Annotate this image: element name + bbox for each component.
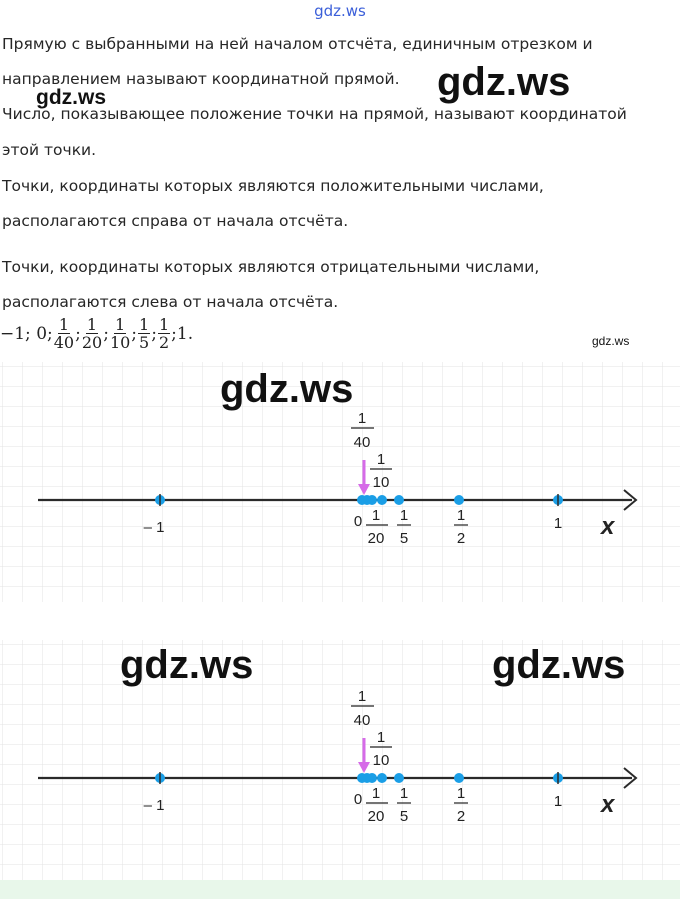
label-one: 1 (553, 793, 563, 810)
point-1-5 (394, 773, 404, 783)
watermark: gdz.ws (36, 86, 107, 109)
label-1-5-den: 5 (399, 808, 409, 825)
point-1-2 (454, 495, 464, 505)
ordered-number-list: −1; 0; $\frac{1}{40}$ ; $\frac{1}{20}$ ; $\frac{1}{10}$ ; $\frac{1}{5}$ ; $\frac{1}{2}$ ; 1. (0, 315, 194, 352)
math-start: −1; 0; (0, 323, 53, 344)
label-zero: 0 (353, 513, 363, 530)
fraction-1-2: $\frac{1}{2}$ (158, 315, 170, 352)
label-1-40-den: 40 (353, 712, 371, 729)
bottom-answer-strip (0, 880, 680, 899)
label-one: 1 (553, 515, 563, 532)
label-1-2-den: 2 (456, 808, 466, 825)
definition-line-4: этой точки. (2, 141, 97, 159)
number-line-panel-1 (0, 362, 680, 602)
label-1-20-num: 1 (371, 507, 381, 524)
point-1-5 (394, 495, 404, 505)
number-line-panel-2 (0, 640, 680, 880)
label-1-40-den: 40 (353, 434, 371, 451)
point-1-2 (454, 773, 464, 783)
label-minus-one: – 1 (143, 519, 165, 536)
fraction-1-20: $\frac{1}{20}$ (81, 315, 103, 352)
fraction-1-10: $\frac{1}{10}$ (109, 315, 131, 352)
definition-line-6: располагаются справа от начала отсчёта. (2, 212, 349, 230)
label-1-2-num: 1 (456, 785, 466, 802)
label-1-10-den: 10 (372, 752, 390, 769)
watermark: gdz.ws (437, 60, 571, 104)
label-1-5-num: 1 (399, 507, 409, 524)
math-end: 1. (176, 323, 194, 344)
definition-line-2: направлением называют координатной прямой. (2, 70, 400, 88)
definition-line-7: Точки, координаты которых являются отрицательными числами, (2, 258, 540, 276)
definition-line-1: Прямую с выбранными на ней началом отсчёта, единичным отрезком и (2, 35, 593, 53)
definition-line-5: Точки, координаты которых являются положительными числами, (2, 177, 544, 195)
site-watermark: gdz.ws (314, 2, 366, 20)
label-1-20-den: 20 (367, 530, 385, 547)
definition-line-3: Число, показывающее положение точки на прямой, называют координатой (2, 105, 627, 123)
fraction-1-40: $\frac{1}{40}$ (53, 315, 75, 352)
point-1-10 (377, 495, 387, 505)
watermark: gdz.ws (120, 643, 254, 687)
label-1-5-num: 1 (399, 785, 409, 802)
label-1-20-den: 20 (367, 808, 385, 825)
watermark: gdz.ws (220, 367, 354, 411)
axis-label-x: x (601, 513, 615, 540)
point-1-10 (377, 773, 387, 783)
watermark: gdz.ws (592, 334, 630, 348)
label-zero: 0 (353, 791, 363, 808)
label-1-40-num: 1 (357, 688, 367, 705)
point-1-20 (367, 773, 377, 783)
label-1-5-den: 5 (399, 530, 409, 547)
label-1-10-num: 1 (376, 729, 386, 746)
watermark: gdz.ws (492, 643, 626, 687)
label-1-2-den: 2 (456, 530, 466, 547)
label-1-20-num: 1 (371, 785, 381, 802)
definition-line-8: располагаются слева от начала отсчёта. (2, 293, 339, 311)
fraction-1-5: $\frac{1}{5}$ (139, 315, 150, 352)
axis-label-x: x (601, 791, 615, 818)
label-1-10-num: 1 (376, 451, 386, 468)
label-1-10-den: 10 (372, 474, 390, 491)
point-1-20 (367, 495, 377, 505)
label-1-2-num: 1 (456, 507, 466, 524)
label-minus-one: – 1 (143, 797, 165, 814)
label-1-40-num: 1 (357, 410, 367, 427)
